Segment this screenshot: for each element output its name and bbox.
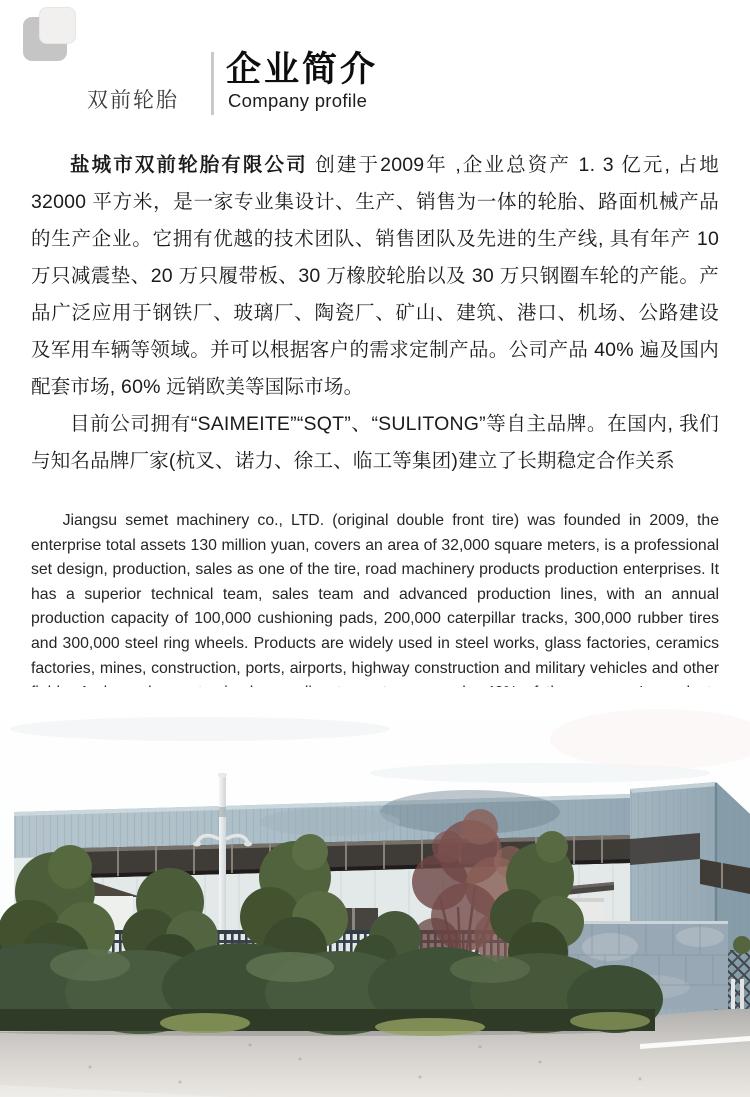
english-paragraph-1: Jiangsu semet machinery co., LTD. (original double front tire) was founded in 2009, the enterprise total assets 130 million yuan, covers an area of 32,000 square meters, is a professional set design, production, sales as one of the tire, road machinery products production enterprises. It has a superior technical team, sales team and advanced production lines, with an annual production capacity of 100,000 cushioning pads, 200,000 caterpillar tracks, 300,000 rubber tires and 300,000 steel ring wheels. Products are widely used in steel works, glass factories, ceramics factories, mines, construction, ports, airports, highway construction and military vehicles and other <box>31 512 719 677</box>
page-title: 企业简介 <box>226 50 379 89</box>
hedge <box>0 943 663 1036</box>
logo-icon <box>39 7 76 44</box>
chinese-paragraph-1-body: 创建于2009年 ,企业总资产 1. 3 亿元, 占地 32000 平方米，是一家专业集设计、生产、销售为一体的轮胎、路面机械产品的生产企业。它拥有优越的技术团队、销售团队及先进的生产线, 具有年产 10 万只减震垫、20 万只履带板、30 万橡胶轮胎以及 30 万只钢圈车轮的产能。产品广泛应用于钢铁厂、玻璃厂、陶瓷厂、矿山、建筑、港口、机场、公路建设及军用车辆等领域。并可以根据客户的需求定制产品。公司产品 40% 遍及国内配套市场, 60% 远销欧美等国际市场。 <box>31 154 719 398</box>
company-photo <box>0 687 750 1097</box>
chinese-paragraph-2: 目前公司拥有“SAIMEITE”“SQT”、“SULITONG”等自主品牌。在国内, 我们与知名品牌厂家(杭叉、诺力、徐工、临工等集团)建立了长期稳定合作关系 <box>31 413 719 472</box>
company-name-cn: 盐城市双前轮胎有限公司 <box>70 154 308 176</box>
page-subtitle: Company profile <box>228 90 368 111</box>
brand-name: 双前轮胎 <box>87 89 179 112</box>
header-divider <box>211 52 214 115</box>
factory-photo <box>0 687 750 1097</box>
chinese-paragraph-1 <box>31 147 719 406</box>
